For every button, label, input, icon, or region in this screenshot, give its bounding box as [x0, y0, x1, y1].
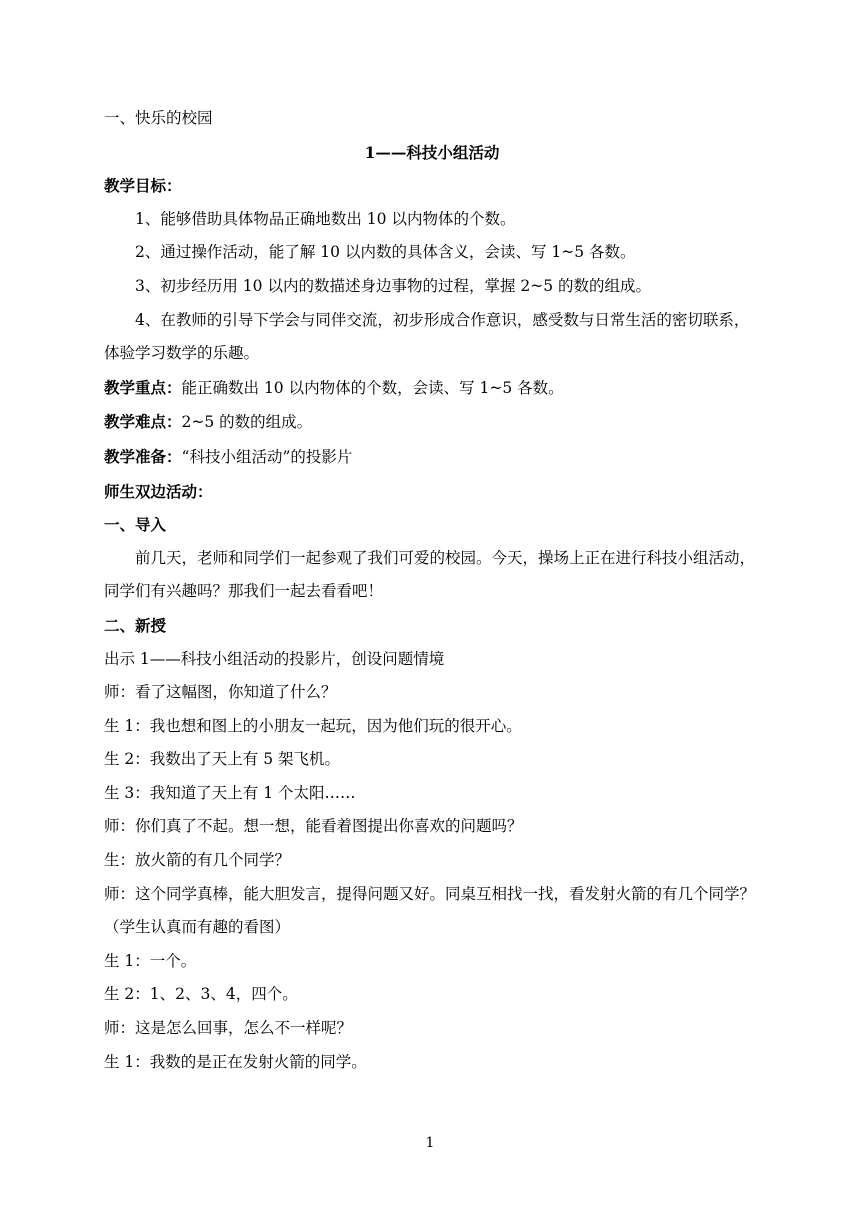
difficulty — [104, 405, 760, 440]
dialogue-line: 师：这是怎么回事，怎么不一样呢？ — [104, 1019, 353, 1038]
objective-item: 1、能够借助具体物品正确地数出 10 以内物体的个数。 — [135, 209, 516, 228]
difficulty-label: 教学难点： — [104, 412, 182, 432]
dialogue-line: 师：你们真了不起。想一想，能看着图提出你喜欢的问题吗？ — [104, 817, 523, 836]
difficulty-text: 2~5 的数的组成。 — [181, 413, 313, 432]
objective-item: 2、通过操作活动，能了解 10 以内数的具体含义，会读、写 1~5 各数。 — [135, 243, 636, 262]
dialogue-line: 生 2：1、2、3、4，四个。 — [104, 985, 298, 1004]
objectives-heading: 教学目标： — [104, 176, 182, 196]
activities-heading: 师生双边活动： — [104, 481, 213, 501]
preparation-label: 教学准备： — [104, 446, 182, 466]
key-point — [104, 371, 760, 406]
objective-item: 3、初步经历用 10 以内的数描述身边事物的过程，掌握 2~5 的数的组成。 — [135, 276, 652, 295]
dialogue-line: 出示 1——科技小组活动的投影片，创设问题情境 — [104, 649, 445, 668]
objective-item: 4、在教师的引导下学会与同伴交流，初步形成合作意识，感受数与日常生活的密切联系，体验学习数学的乐趣。 — [104, 310, 750, 363]
dialogue-line: 生 1：我也想和图上的小朋友一起玩，因为他们玩的很开心。 — [104, 716, 522, 735]
dialogue-line: （学生认真而有趣的看图） — [104, 918, 291, 937]
page-number: 1 — [425, 1135, 435, 1151]
new-lesson-heading: 二、新授 — [104, 615, 167, 635]
preparation — [104, 440, 760, 475]
lesson-title: 1——科技小组活动 — [364, 142, 500, 162]
key-point-text: 能正确数出 10 以内物体的个数，会读、写 1~5 各数。 — [181, 378, 564, 397]
unit-title: 一、快乐的校园 — [104, 109, 213, 127]
dialogue-line: 生 3：我知道了天上有 1 个太阳…… — [104, 783, 356, 802]
key-point-label: 教学重点： — [104, 377, 182, 397]
dialogue-line: 师：这个同学真棒，能大胆发言，提得问题又好。同桌互相找一找，看发射火箭的有几个同学？ — [104, 884, 756, 903]
dialogue-line: 生 2：我数出了天上有 5 架飞机。 — [104, 750, 341, 769]
dialogue-line: 生：放火箭的有几个同学？ — [104, 851, 291, 870]
intro-heading: 一、导入 — [104, 515, 167, 535]
dialogue-line: 师：看了这幅图，你知道了什么？ — [104, 683, 337, 702]
preparation-text: “科技小组活动”的投影片 — [181, 447, 353, 466]
intro-text: 前几天，老师和同学们一起参观了我们可爱的校园。今天，操场上正在进行科技小组活动，同学们有兴趣吗？那我们一起去看看吧！ — [104, 548, 756, 601]
dialogue-line: 生 1：我数的是正在发射火箭的同学。 — [104, 1052, 367, 1071]
document-body — [104, 102, 760, 1079]
dialogue-line: 生 1：一个。 — [104, 951, 197, 970]
